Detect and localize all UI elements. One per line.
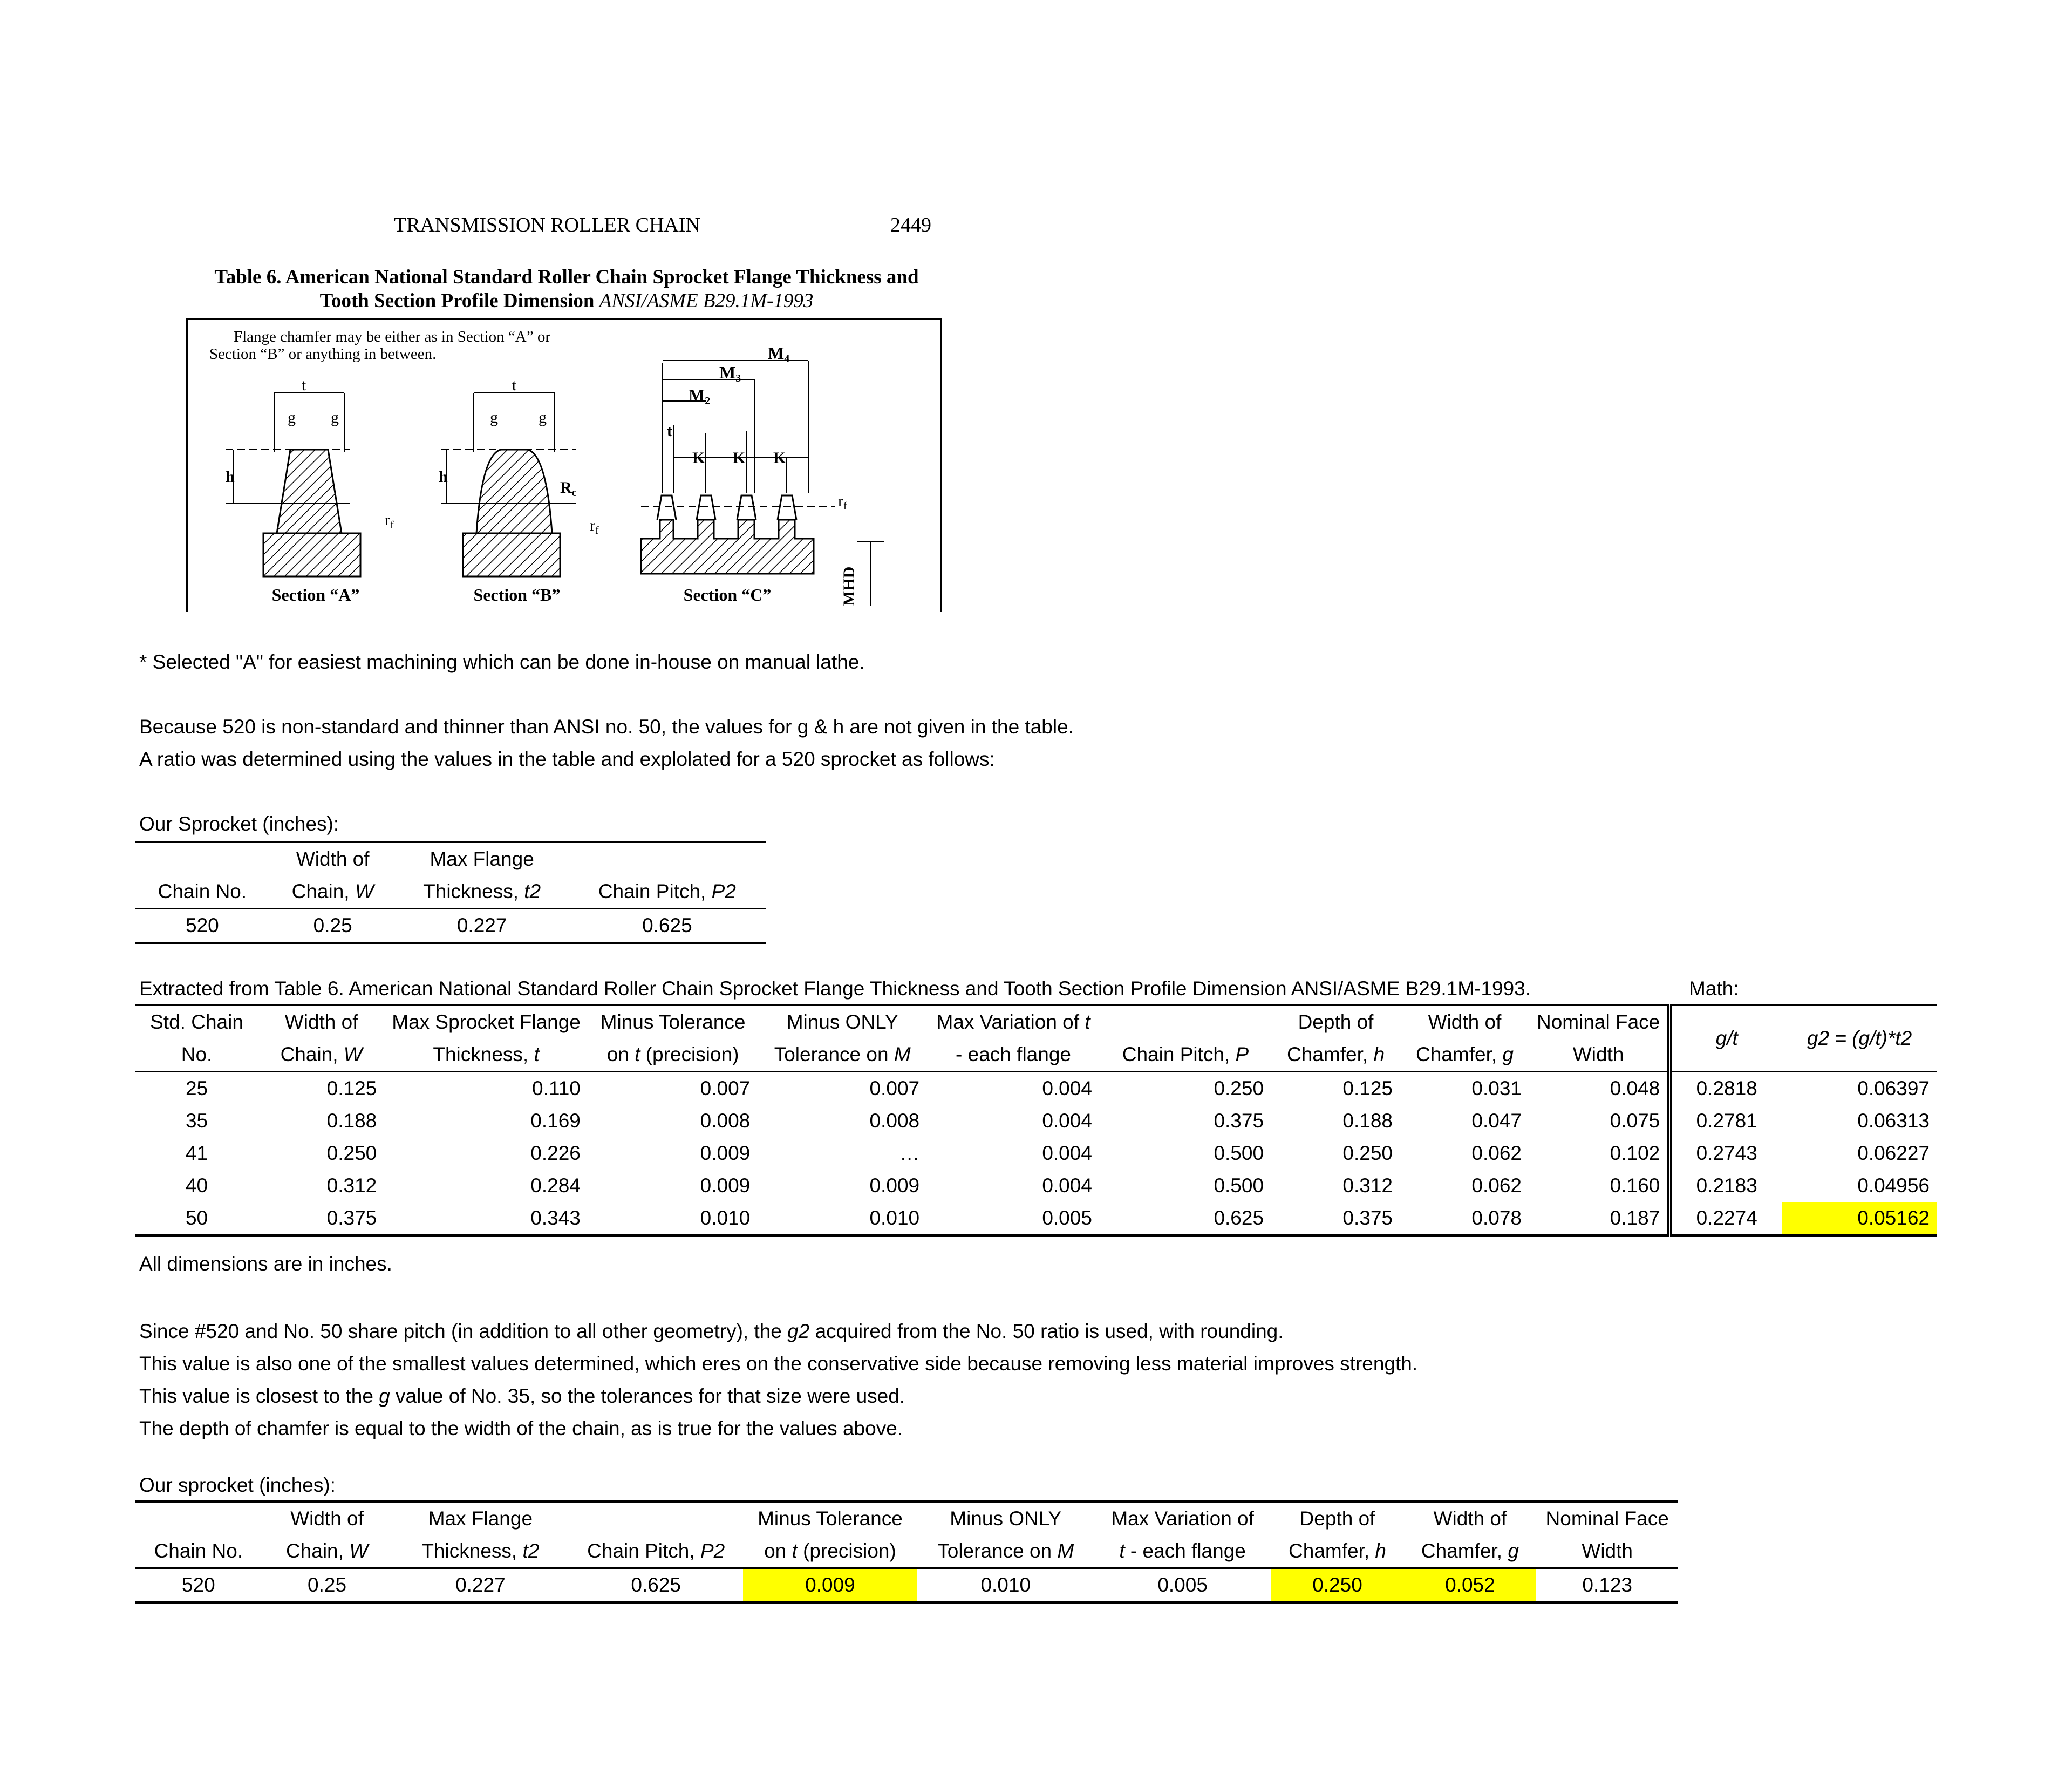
t2-depth: 0.375 bbox=[1342, 1207, 1393, 1229]
section-c-m3-label: M3 bbox=[719, 363, 741, 384]
t2-h-width-2: Chain, W bbox=[280, 1043, 363, 1065]
table-row bbox=[135, 1137, 1937, 1170]
t2-face: 0.075 bbox=[1529, 1105, 1669, 1137]
t2-h-pitch-blank bbox=[1100, 1005, 1271, 1038]
t2-cw: 0.062 bbox=[1471, 1142, 1522, 1164]
section-b-rf-label: $r_f$ bbox=[590, 517, 599, 536]
t1-h-width-1: Width of bbox=[296, 848, 370, 870]
t3-cw-highlight: 0.052 bbox=[1403, 1568, 1536, 1603]
t2-g2: 0.04956 bbox=[1857, 1174, 1930, 1197]
t2-std: 41 bbox=[185, 1142, 208, 1164]
t2-mtol: 0.010 bbox=[869, 1207, 920, 1229]
t2-gt: 0.2781 bbox=[1696, 1110, 1757, 1132]
section-b-h-label: h bbox=[439, 468, 448, 486]
section-c-k-label-2: K bbox=[733, 449, 746, 467]
figure-svg bbox=[188, 320, 940, 612]
t3-h-width-2: Chain, W bbox=[285, 1540, 369, 1562]
t2-width: 0.250 bbox=[326, 1142, 377, 1164]
t2-mtol: 0.007 bbox=[869, 1077, 920, 1099]
t3-h-face-2: Width bbox=[1582, 1540, 1633, 1562]
t2-h-var-2: - each flange bbox=[956, 1043, 1071, 1065]
t2-cw: 0.078 bbox=[1471, 1207, 1522, 1229]
t3-h-depth-1: Depth of bbox=[1299, 1507, 1375, 1530]
t3-chain-no: 520 bbox=[181, 1574, 215, 1596]
t2-flange: 0.226 bbox=[530, 1142, 581, 1164]
t2-h-depth-1: Depth of bbox=[1298, 1011, 1374, 1033]
t2-std: 50 bbox=[185, 1207, 208, 1229]
table-row bbox=[135, 1105, 1937, 1137]
since-line-4: The depth of chamfer is equal to the width of the chain, as is true for the values above. bbox=[139, 1417, 903, 1439]
t3-h-chain: Chain No. bbox=[154, 1540, 243, 1562]
section-c-t-label: t bbox=[667, 422, 672, 440]
extracted-table bbox=[135, 1004, 1937, 1237]
t2-gt: 0.2183 bbox=[1696, 1174, 1757, 1197]
t2-h-face-2: Width bbox=[1529, 1038, 1669, 1072]
section-c-m2-label-subscript: 2 bbox=[705, 395, 711, 407]
section-a-t-label: t bbox=[301, 376, 306, 394]
t2-cw: 0.047 bbox=[1471, 1110, 1522, 1132]
section-c-m4-label-subscript: 4 bbox=[784, 353, 790, 365]
t3-h-tol-2: on t (precision) bbox=[764, 1540, 896, 1562]
t3-pitch: 0.625 bbox=[631, 1574, 681, 1596]
t2-flange: 0.343 bbox=[530, 1207, 581, 1229]
t1-h-width-2: Chain, W bbox=[291, 880, 374, 902]
section-c-rf-label: $r_f$ bbox=[838, 492, 847, 512]
t2-h-cw-1: Width of bbox=[1428, 1011, 1502, 1033]
book-header-title: TRANSMISSION ROLLER CHAIN bbox=[394, 214, 700, 236]
t2-depth: 0.188 bbox=[1342, 1110, 1393, 1132]
t2-tol: 0.010 bbox=[700, 1207, 751, 1229]
t2-h-mtol-2: Tolerance on M bbox=[774, 1043, 911, 1065]
t3-h-width-1: Width of bbox=[290, 1507, 364, 1530]
section-a-label: Section “A” bbox=[271, 585, 360, 604]
table-row bbox=[135, 1072, 1937, 1105]
t2-pitch: 0.375 bbox=[1214, 1110, 1264, 1132]
t1-chain-no: 520 bbox=[186, 914, 219, 936]
table-title-line1: Table 6. American National Standard Roller Chain Sprocket Flange Thickness and bbox=[214, 266, 919, 288]
our-sprocket-table-1 bbox=[135, 841, 766, 944]
section-a-h-label: h bbox=[226, 468, 235, 486]
t2-var: 0.004 bbox=[1042, 1174, 1092, 1197]
t2-flange: 0.284 bbox=[530, 1174, 581, 1197]
t3-h-tol-1: Minus Tolerance bbox=[758, 1507, 903, 1530]
t2-var: 0.004 bbox=[1042, 1110, 1092, 1132]
t2-h-width-1: Width of bbox=[284, 1011, 358, 1033]
t2-g2: 0.06397 bbox=[1857, 1077, 1930, 1099]
t2-pitch: 0.500 bbox=[1214, 1142, 1264, 1164]
t3-h-flange-2: Thickness, t2 bbox=[421, 1540, 540, 1562]
t2-tol: 0.008 bbox=[700, 1110, 751, 1132]
t2-h-std-2: No. bbox=[181, 1043, 213, 1065]
t3-width: 0.25 bbox=[308, 1574, 347, 1596]
t2-g2: 0.06227 bbox=[1857, 1142, 1930, 1164]
section-b-rc-label-subscript: c bbox=[571, 487, 577, 499]
section-c-m3-label-subscript: 3 bbox=[735, 372, 741, 384]
section-c-m2-label: M2 bbox=[689, 385, 711, 407]
section-a-g-label-left: g bbox=[288, 409, 296, 426]
table-row bbox=[135, 1202, 1937, 1235]
t3-h-mtol-1: Minus ONLY bbox=[950, 1507, 1062, 1530]
section-c-k-label-1: K bbox=[692, 449, 705, 467]
section-c-label: Section “C” bbox=[683, 585, 772, 604]
t3-h-pitch-blank bbox=[569, 1502, 743, 1535]
table-title-standard: ANSI/ASME B29.1M-1993 bbox=[599, 290, 814, 312]
because-note-1: Because 520 is non-standard and thinner than ANSI no. 50, the values for g & h are not given in the table. bbox=[139, 716, 1074, 738]
t1-pitch: 0.625 bbox=[642, 914, 692, 936]
t2-h-flange-2: Thickness, t bbox=[433, 1043, 540, 1065]
t2-mtol: 0.009 bbox=[869, 1174, 920, 1197]
t3-tol-highlight: 0.009 bbox=[743, 1568, 917, 1603]
sprocket-section-figure bbox=[186, 318, 942, 612]
table-row bbox=[135, 1568, 1678, 1603]
t1-width: 0.25 bbox=[313, 914, 352, 936]
since-line-1: Since #520 and No. 50 share pitch (in addition to all other geometry), the g2 acquired from the No. 50 ratio is used, with rounding. bbox=[139, 1320, 1284, 1342]
section-a-rf-label-subscript: f bbox=[390, 519, 394, 531]
t3-var: 0.005 bbox=[1157, 1574, 1208, 1596]
t2-depth: 0.125 bbox=[1342, 1077, 1393, 1099]
t3-h-cw-2: Chamfer, g bbox=[1421, 1540, 1519, 1562]
t3-h-chain-blank bbox=[135, 1502, 262, 1535]
book-table-title bbox=[162, 266, 971, 313]
t3-h-depth-2: Chamfer, h bbox=[1289, 1540, 1386, 1562]
t3-flange: 0.227 bbox=[455, 1574, 506, 1596]
t2-h-g2: g2 = (g/t)*t2 bbox=[1782, 1005, 1937, 1072]
t2-var: 0.004 bbox=[1042, 1142, 1092, 1164]
t2-h-face-1: Nominal Face bbox=[1529, 1005, 1669, 1038]
t2-var: 0.005 bbox=[1042, 1207, 1092, 1229]
t2-h-var-1: Max Variation of t bbox=[936, 1011, 1090, 1033]
section-b-rf-label-subscript: f bbox=[595, 525, 599, 536]
t3-h-var-2: t - each flange bbox=[1119, 1540, 1246, 1562]
figure-note-line1: Flange chamfer may be either as in Section “A” or bbox=[234, 328, 551, 345]
dimensions-footnote: All dimensions are in inches. bbox=[139, 1253, 392, 1275]
section-a-g-label-right: g bbox=[331, 409, 339, 426]
book-page-number: 2449 bbox=[890, 214, 931, 236]
math-label: Math: bbox=[1689, 977, 1739, 1000]
t3-face: 0.123 bbox=[1582, 1574, 1632, 1596]
t2-h-pitch: Chain Pitch, P bbox=[1122, 1043, 1249, 1065]
t3-depth-highlight: 0.250 bbox=[1271, 1568, 1404, 1603]
t2-h-tol-2: on t (precision) bbox=[606, 1043, 739, 1065]
section-a-rf-label: $r_f$ bbox=[385, 511, 394, 531]
t2-mtol: … bbox=[899, 1142, 920, 1164]
t2-h-depth-2: Chamfer, h bbox=[1287, 1043, 1385, 1065]
t3-h-var-1: Max Variation of bbox=[1111, 1507, 1254, 1530]
t2-width: 0.312 bbox=[326, 1174, 377, 1197]
our-sprocket-caption-1: Our Sprocket (inches): bbox=[139, 813, 339, 835]
t1-h-chain: Chain No. bbox=[158, 880, 247, 902]
t2-depth: 0.312 bbox=[1342, 1174, 1393, 1197]
t2-var: 0.004 bbox=[1042, 1077, 1092, 1099]
t2-h-cw-2: Chamfer, g bbox=[1416, 1043, 1514, 1065]
t2-tol: 0.009 bbox=[700, 1174, 751, 1197]
because-note-2: A ratio was determined using the values in the table and explolated for a 520 sprocket as follows: bbox=[139, 748, 995, 770]
t1-flange: 0.227 bbox=[456, 914, 507, 936]
t3-h-pitch: Chain Pitch, P2 bbox=[587, 1540, 725, 1562]
t2-cw: 0.031 bbox=[1471, 1077, 1522, 1099]
t2-width: 0.375 bbox=[326, 1207, 377, 1229]
section-c-m4-label: M4 bbox=[768, 343, 790, 365]
section-b-g-label-left: g bbox=[490, 409, 498, 426]
t2-gt: 0.2818 bbox=[1696, 1077, 1757, 1099]
table-row bbox=[135, 909, 766, 943]
section-c-rf-label-subscript: f bbox=[843, 500, 847, 512]
section-c-k-label-3: K bbox=[773, 449, 786, 467]
t2-face: 0.160 bbox=[1529, 1170, 1669, 1202]
t2-h-std-1: Std. Chain bbox=[150, 1011, 243, 1033]
t2-gt: 0.2743 bbox=[1696, 1142, 1757, 1164]
t2-h-tol-1: Minus Tolerance bbox=[600, 1011, 746, 1033]
t2-h-gt: g/t bbox=[1669, 1005, 1782, 1072]
t2-std: 25 bbox=[185, 1077, 208, 1099]
section-b-label: Section “B” bbox=[473, 585, 561, 604]
t2-std: 40 bbox=[185, 1174, 208, 1197]
t2-width: 0.188 bbox=[326, 1110, 377, 1132]
figure-note-line2: Section “B” or anything in between. bbox=[209, 345, 437, 363]
extracted-caption: Extracted from Table 6. American National Standard Roller Chain Sprocket Flange Thickness and Tooth Section Profile Dimension ANSI/ASME B29.1M-1993. bbox=[139, 977, 1531, 1000]
t2-face: 0.102 bbox=[1529, 1137, 1669, 1170]
t2-g2-highlight: 0.05162 bbox=[1782, 1202, 1937, 1235]
t2-face: 0.048 bbox=[1529, 1072, 1669, 1105]
t3-mtol: 0.010 bbox=[980, 1574, 1031, 1596]
t1-h-pitch-blank bbox=[568, 842, 766, 875]
t2-tol: 0.009 bbox=[700, 1142, 751, 1164]
t2-width: 0.125 bbox=[326, 1077, 377, 1099]
t3-h-mtol-2: Tolerance on M bbox=[937, 1540, 1074, 1562]
our-sprocket-table-2 bbox=[135, 1500, 1678, 1604]
section-b-t-label: t bbox=[512, 376, 517, 394]
section-b-drawing bbox=[439, 376, 599, 604]
t2-face: 0.187 bbox=[1529, 1202, 1669, 1235]
t2-pitch: 0.625 bbox=[1214, 1207, 1264, 1229]
our-sprocket-caption-2: Our sprocket (inches): bbox=[139, 1474, 336, 1496]
t2-depth: 0.250 bbox=[1342, 1142, 1393, 1164]
t2-mtol: 0.008 bbox=[869, 1110, 920, 1132]
t2-g2: 0.06313 bbox=[1857, 1110, 1930, 1132]
table-title-line2: Tooth Section Profile Dimension bbox=[319, 290, 595, 312]
since-line-3: This value is closest to the g value of No. 35, so the tolerances for that size were used. bbox=[139, 1385, 905, 1407]
t2-flange: 0.110 bbox=[532, 1077, 581, 1099]
t2-cw: 0.062 bbox=[1471, 1174, 1522, 1197]
t2-tol: 0.007 bbox=[700, 1077, 751, 1099]
section-c-drawing bbox=[641, 343, 884, 606]
t2-std: 35 bbox=[185, 1110, 208, 1132]
t1-h-chain-blank bbox=[135, 842, 270, 875]
t2-gt: 0.2274 bbox=[1696, 1207, 1757, 1229]
section-c-mhd-label: MHD bbox=[840, 566, 858, 606]
section-b-rc-label: $R_c$ bbox=[560, 479, 577, 499]
table-row bbox=[135, 1170, 1937, 1202]
selected-note: * Selected "A" for easiest machining which can be done in-house on manual lathe. bbox=[139, 651, 865, 673]
t1-h-flange-1: Max Flange bbox=[430, 848, 534, 870]
t2-flange: 0.169 bbox=[530, 1110, 581, 1132]
t3-h-cw-1: Width of bbox=[1433, 1507, 1507, 1530]
t3-h-flange-1: Max Flange bbox=[428, 1507, 533, 1530]
t2-h-flange-1: Max Sprocket Flange bbox=[392, 1011, 581, 1033]
since-line-2: This value is also one of the smallest values determined, which eres on the conservative side because removing less material improves strength. bbox=[139, 1353, 1418, 1375]
t1-h-pitch: Chain Pitch, P2 bbox=[598, 880, 736, 902]
t3-h-face-1: Nominal Face bbox=[1545, 1507, 1669, 1530]
t1-h-flange-2: Thickness, t2 bbox=[423, 880, 541, 902]
section-a-drawing bbox=[226, 376, 394, 604]
t2-pitch: 0.250 bbox=[1214, 1077, 1264, 1099]
t2-h-mtol-1: Minus ONLY bbox=[786, 1011, 898, 1033]
section-b-g-label-right: g bbox=[539, 409, 547, 426]
t2-pitch: 0.500 bbox=[1214, 1174, 1264, 1197]
